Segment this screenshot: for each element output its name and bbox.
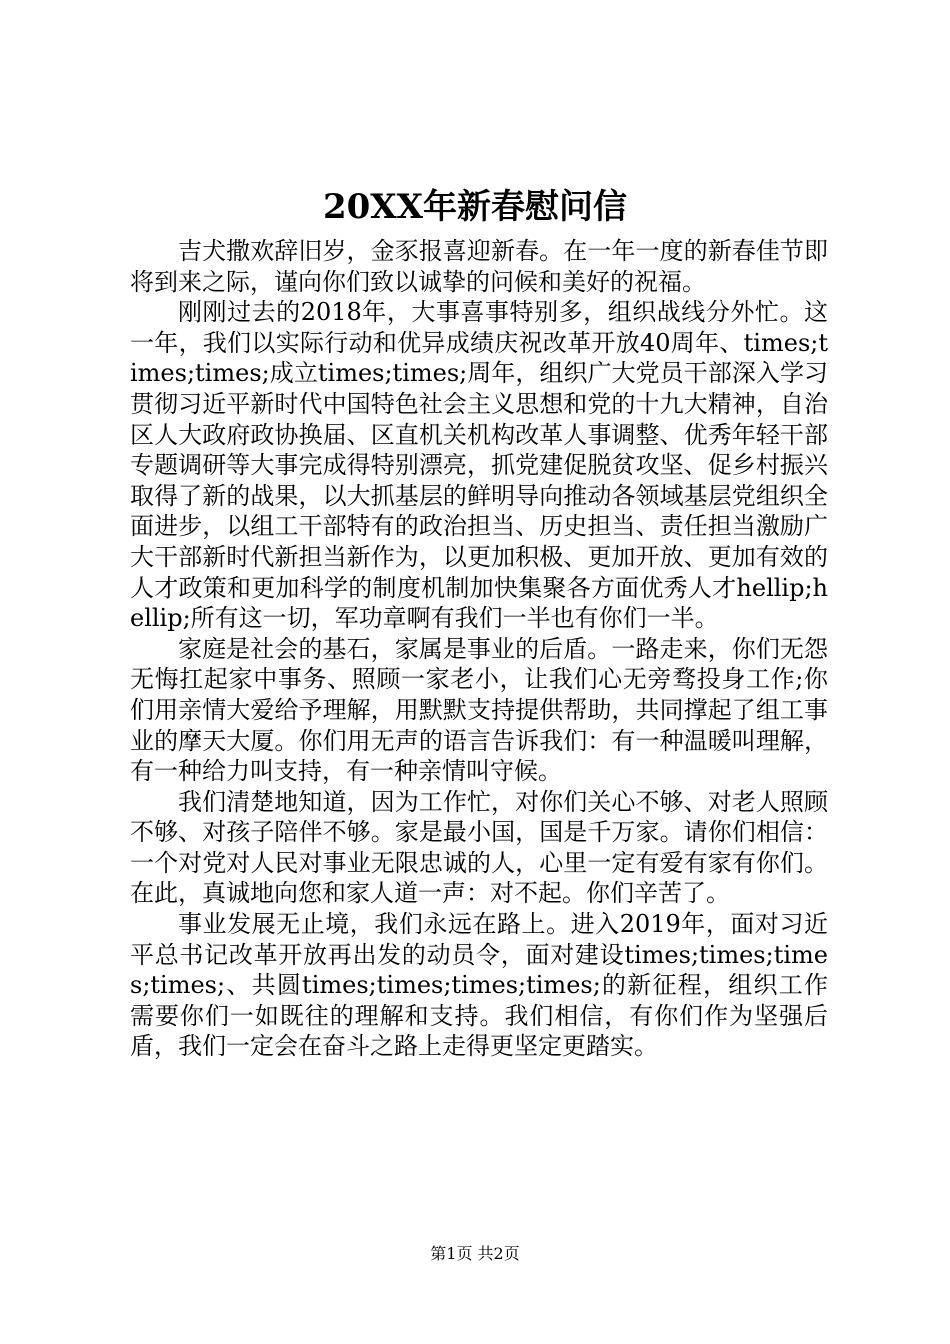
page-footer: 第1页 共2页 bbox=[430, 1244, 520, 1263]
letter-body bbox=[130, 236, 828, 1062]
paragraph-greeting: 吉犬撒欢辞旧岁，金豕报喜迎新春。在一年一度的新春佳节即将到来之际，谨向你们致以诚挚的问候和美好的祝福。 bbox=[130, 237, 828, 296]
paragraph-year-review: 刚刚过去的2018年，大事喜事特别多，组织战线分外忙。这一年，我们以实际行动和优异成绩庆祝改革开放40周年、times;times;times;成立times;times;周年，组织广大党员干部深入学习贯彻习近平新时代中国特色社会主义思想和党的十九大精神，自治区人大政府政协换届、区直机关机构改革人事调整、优秀年轻干部专题调研等大事完成得特别漂亮，抓党建促脱贫攻坚、促乡村振兴取得了新的战果，以大抓基层的鲜明导向推动各领域基层党组织全面进步，以组工干部特有的政治担当、历史担当、责任担当激励广大干部新时代新担当新作为，以更加积极、更加开放、更加有效的人才政策和更加科学的制度机制加快集聚各方面优秀人才hellip;hellip;所有这一切，军功章啊有我们一半也有你们一半。 bbox=[130, 298, 828, 633]
paragraph-apology: 我们清楚地知道，因为工作忙，对你们关心不够、对老人照顾不够、对孩子陪伴不够。家是最小国，国是千万家。请你们相信：一个对党对人民对事业无限忠诚的人，心里一定有爱有家有你们。在此，真诚地向您和家人道一声：对不起。你们辛苦了。 bbox=[130, 787, 828, 908]
paragraph-outlook: 事业发展无止境，我们永远在路上。进入2019年，面对习近平总书记改革开放再出发的动员令，面对建设times;times;times;times;、共圆times;times;times;times;的新征程，组织工作需要你们一如既往的理解和支持。我们相信，有你们作为坚强后盾，我们一定会在奋斗之路上走得更坚定更踏实。 bbox=[130, 910, 828, 1061]
paragraph-family-support: 家庭是社会的基石，家属是事业的后盾。一路走来，你们无怨无悔扛起家中事务、照顾一家老小，让我们心无旁骛投身工作;你们用亲情大爱给予理解，用默默支持提供帮助，共同撑起了组工事业的摩天大厦。你们用无声的语言告诉我们：有一种温暖叫理解，有一种给力叫支持，有一种亲情叫守候。 bbox=[130, 634, 828, 786]
page-title: 20XX年新春慰问信 bbox=[322, 187, 628, 227]
